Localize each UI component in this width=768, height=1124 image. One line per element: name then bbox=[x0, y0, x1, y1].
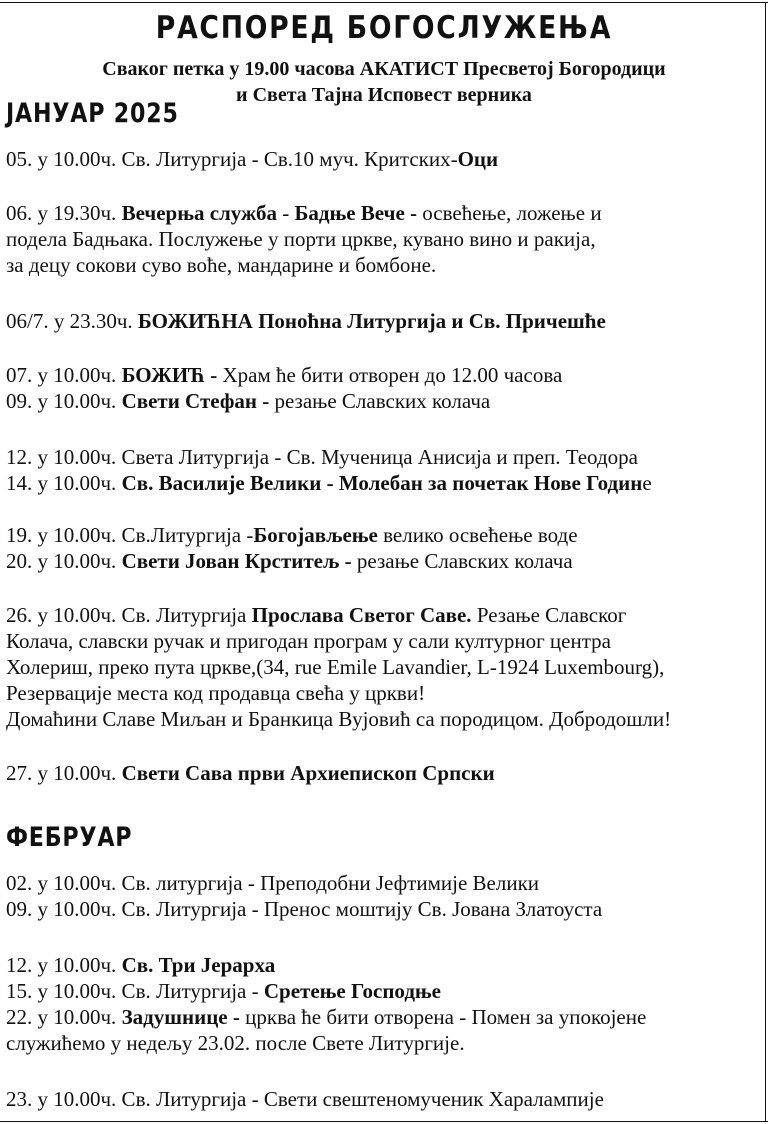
schedule-text-bold: Вечерња служба bbox=[121, 201, 277, 225]
schedule-line bbox=[6, 1030, 465, 1056]
schedule-text-bold: БОЖИЋНА Поноћна Литургија и Св. Причешће bbox=[137, 309, 606, 333]
schedule-line bbox=[6, 978, 441, 1004]
schedule-text: Домаћини Славе Миљан и Бранкица Вујовић са породицом. Добродошли! bbox=[6, 707, 672, 731]
schedule-line bbox=[6, 602, 626, 628]
right-border bbox=[765, 2, 766, 1122]
schedule-text-bold: Сретење Господње bbox=[263, 979, 441, 1003]
schedule-line bbox=[6, 548, 573, 574]
schedule-text-bold: Свети Јован Крститељ - bbox=[121, 549, 352, 573]
schedule-text: 09. у 10.00ч. Св. Литургија - Пренос моштију Св. Јована Златоуста bbox=[6, 897, 603, 921]
schedule-text: 27. у 10.00ч. bbox=[6, 761, 122, 785]
schedule-line bbox=[6, 388, 490, 414]
schedule-line bbox=[6, 522, 578, 548]
schedule-line bbox=[6, 470, 652, 496]
schedule-text-bold: Свети Стефан - bbox=[121, 389, 270, 413]
schedule-text-bold: Прослава Светог Саве. bbox=[251, 603, 472, 627]
schedule-line bbox=[6, 680, 425, 706]
schedule-text: 12. у 10.00ч. Света Литургија - Св. Мученица Анисија и преп. Теодора bbox=[6, 445, 638, 469]
schedule-text: 06. у 19.30ч. bbox=[6, 201, 122, 225]
schedule-text: 23. у 10.00ч. Св. Литургија - Свети свештеномученик Харалампије bbox=[6, 1087, 604, 1111]
schedule-line bbox=[6, 444, 638, 470]
schedule-text: Резање Славског bbox=[471, 603, 627, 627]
month-heading-january: ЈАНУАР 2025 bbox=[6, 98, 179, 129]
schedule-text-bold: Задушнице - bbox=[121, 1005, 240, 1029]
schedule-text-bold: БОЖИЋ - bbox=[121, 363, 218, 387]
schedule-text: 12. у 10.00ч. bbox=[6, 953, 122, 977]
schedule-text: 07. у 10.00ч. bbox=[6, 363, 122, 387]
schedule-text: 19. у 10.00ч. Св.Литургија - bbox=[6, 523, 254, 547]
schedule-text: за децу сокови суво воће, мандарине и бомбоне. bbox=[6, 253, 437, 277]
schedule-text: 26. у 10.00ч. Св. Литургија bbox=[6, 603, 252, 627]
schedule-line bbox=[6, 1086, 604, 1112]
schedule-text: 15. у 10.00ч. Св. Литургија - bbox=[6, 979, 264, 1003]
schedule-line bbox=[6, 146, 498, 172]
schedule-text: освећење, ложење и bbox=[417, 201, 602, 225]
month-heading-february: ФЕБРУАР bbox=[6, 822, 133, 853]
schedule-text: Колача, славски ручак и пригодан програм у сали културног центра bbox=[6, 629, 611, 653]
schedule-line bbox=[6, 654, 664, 680]
schedule-text-bold: Богојављење bbox=[253, 523, 378, 547]
schedule-text-bold: Бадње Вече - bbox=[294, 201, 418, 225]
schedule-text: велико освећење воде bbox=[377, 523, 578, 547]
schedule-line bbox=[6, 362, 562, 388]
schedule-text: Храм ће бити отворен до 12.00 часова bbox=[217, 363, 563, 387]
schedule-line bbox=[6, 896, 602, 922]
schedule-text-bold: Св. Василије Велики - Молебан за почетак Нове Годин bbox=[121, 471, 643, 495]
schedule-text-bold: Св. Три Јерарха bbox=[121, 953, 276, 977]
schedule-text: - bbox=[276, 201, 295, 225]
page-title: РАСПОРЕД БОГОСЛУЖЕЊА bbox=[155, 10, 613, 46]
schedule-text: резање Славских колача bbox=[351, 549, 573, 573]
schedule-line bbox=[6, 706, 671, 732]
schedule-line bbox=[6, 760, 495, 786]
schedule-text: подела Бадњака. Послужење у порти цркве, кувано вино и ракија, bbox=[6, 227, 596, 251]
bottom-border bbox=[0, 1121, 768, 1122]
schedule-text: 14. у 10.00ч. bbox=[6, 471, 122, 495]
subtitle-confession: и Света Тајна Исповест верника bbox=[236, 84, 532, 106]
schedule-line bbox=[6, 308, 606, 334]
schedule-text: 09. у 10.00ч. bbox=[6, 389, 122, 413]
schedule-line bbox=[6, 252, 436, 278]
schedule-line bbox=[6, 870, 539, 896]
schedule-text: 22. у 10.00ч. bbox=[6, 1005, 122, 1029]
schedule-line bbox=[6, 226, 596, 252]
schedule-text: 05. у 10.00ч. Св. Литургија - Св.10 муч. Критских- bbox=[6, 147, 458, 171]
schedule-text: 02. у 10.00ч. Св. литургија - Преподобни Јефтимије Велики bbox=[6, 871, 540, 895]
subtitle-akathist: Сваког петка у 19.00 часова АКАТИСТ Пресветој Богородици bbox=[102, 58, 666, 80]
schedule-text: 20. у 10.00ч. bbox=[6, 549, 122, 573]
schedule-text: е bbox=[642, 471, 652, 495]
schedule-text: резање Славских колача bbox=[269, 389, 491, 413]
schedule-line bbox=[6, 952, 275, 978]
schedule-text-bold: Оци bbox=[457, 147, 499, 171]
schedule-text: Резервације места код продавца свећа у цркви! bbox=[6, 681, 426, 705]
schedule-line bbox=[6, 628, 611, 654]
schedule-text: Холериш, преко пута цркве,(34, rue Emile Lavandier, L-1924 Luxembourg), bbox=[6, 655, 665, 679]
schedule-text: црква ће бити отворена - Помен за упокојене bbox=[239, 1005, 647, 1029]
schedule-line bbox=[6, 200, 602, 226]
schedule-text: служићемо у недељу 23.02. после Свете Литургије. bbox=[6, 1031, 465, 1055]
schedule-text: 06/7. у 23.30ч. bbox=[6, 309, 138, 333]
top-border bbox=[0, 2, 768, 3]
schedule-text-bold: Свети Сава први Архиепископ Српски bbox=[121, 761, 495, 785]
schedule-line bbox=[6, 1004, 646, 1030]
